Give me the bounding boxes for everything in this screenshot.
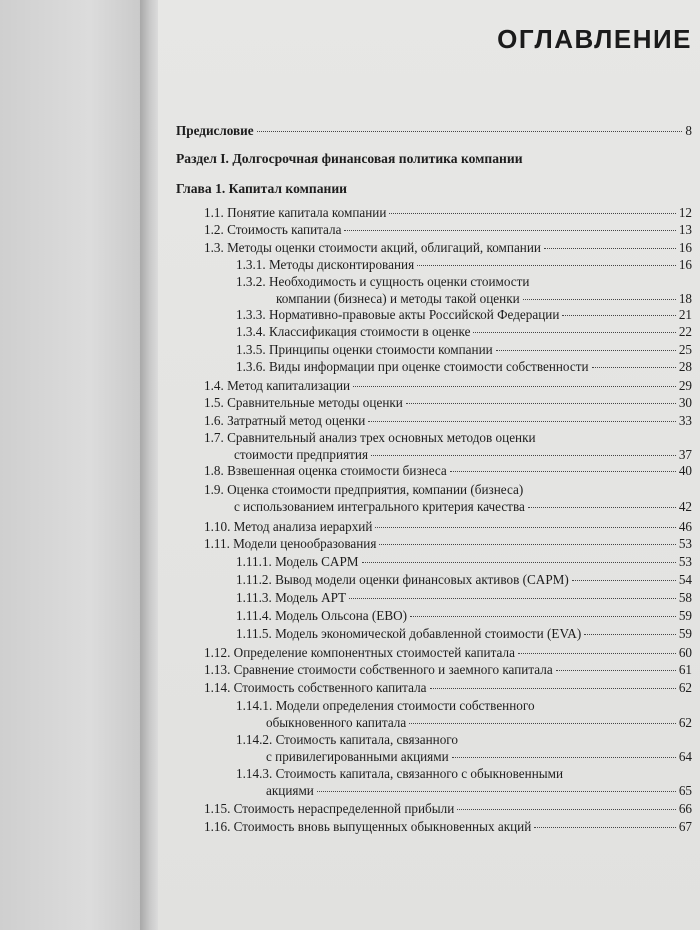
dot-leader bbox=[534, 827, 676, 828]
toc-entry-text: 1.9. Оценка стоимости предприятия, компании (бизнеса) bbox=[204, 482, 524, 497]
toc-entry-text: компании (бизнеса) и методы такой оценки bbox=[276, 291, 520, 306]
toc-entry bbox=[236, 256, 692, 273]
toc-entry bbox=[204, 394, 692, 411]
toc-entry-text: 1.12. Определение компонентных стоимостей капитала bbox=[204, 645, 515, 660]
toc-entry bbox=[204, 518, 692, 535]
dot-leader bbox=[410, 616, 676, 617]
toc-entry-text: 1.5. Сравнительные методы оценки bbox=[204, 395, 403, 410]
toc-entry-text: стоимости предприятия bbox=[234, 447, 369, 462]
toc-page-number: 53 bbox=[678, 536, 692, 551]
toc-page-number: 66 bbox=[678, 801, 692, 816]
toc-page-number: 61 bbox=[678, 662, 692, 677]
dot-leader bbox=[417, 265, 676, 266]
dot-leader bbox=[562, 315, 675, 316]
toc-entry bbox=[204, 221, 692, 238]
left-page bbox=[0, 0, 150, 930]
dot-leader bbox=[379, 544, 675, 545]
dot-leader bbox=[452, 757, 676, 758]
dot-leader bbox=[584, 634, 676, 635]
toc-entry bbox=[236, 273, 692, 307]
toc-entry-text: 1.2. Стоимость капитала bbox=[204, 222, 342, 237]
toc-entry bbox=[204, 679, 692, 696]
dot-leader bbox=[317, 791, 676, 792]
toc-entry bbox=[236, 358, 692, 375]
toc-entry-text: обыкновенного капитала bbox=[266, 715, 407, 730]
toc-page-number: 37 bbox=[678, 447, 692, 462]
dot-leader bbox=[371, 455, 676, 456]
toc-entry bbox=[204, 661, 692, 678]
toc-page-number: 16 bbox=[678, 257, 692, 272]
toc-entry bbox=[236, 341, 692, 358]
toc-entry bbox=[204, 377, 692, 394]
toc-entry-text: 1.4. Метод капитализации bbox=[204, 378, 351, 393]
toc-entry-text: 1.3.4. Классификация стоимости в оценке bbox=[236, 324, 471, 339]
toc-page-number: 59 bbox=[678, 626, 692, 641]
toc-entry bbox=[236, 731, 692, 765]
toc-page-number: 53 bbox=[678, 554, 692, 569]
toc-page bbox=[158, 0, 700, 930]
toc-entry bbox=[236, 589, 692, 606]
toc-entry bbox=[236, 625, 692, 642]
toc-entry bbox=[236, 306, 692, 323]
toc-page-number: 29 bbox=[678, 378, 692, 393]
toc-page-number: 12 bbox=[678, 205, 692, 220]
dot-leader bbox=[409, 723, 676, 724]
toc-entry-text: 1.1. Понятие капитала компании bbox=[204, 205, 387, 220]
toc-page-number: 58 bbox=[678, 590, 692, 605]
toc-entry-text: 1.7. Сравнительный анализ трех основных методов оценки bbox=[204, 430, 536, 445]
dot-leader bbox=[592, 367, 676, 368]
toc-page-number: 22 bbox=[678, 324, 692, 339]
dot-leader bbox=[523, 299, 676, 300]
toc-entry-text: 1.6. Затратный метод оценки bbox=[204, 413, 366, 428]
toc-entry-text: акциями bbox=[266, 783, 314, 798]
toc-entry-text: 1.3.6. Виды информации при оценке стоимости собственности bbox=[236, 359, 589, 374]
toc-page-number: 13 bbox=[678, 222, 692, 237]
toc-entry-text: 1.11.5. Модель экономической добавленной стоимости (EVA) bbox=[236, 626, 582, 641]
toc-entry-preface bbox=[176, 122, 692, 139]
toc-entry-text: 1.14. Стоимость собственного капитала bbox=[204, 680, 427, 695]
toc-entry-text: 1.11.3. Модель APT bbox=[236, 590, 347, 605]
toc-entry-text: 1.11.2. Вывод модели оценки финансовых активов (CAPM) bbox=[236, 572, 569, 587]
dot-leader bbox=[518, 653, 676, 654]
toc-entry-text: 1.14.3. Стоимость капитала, связанного с обыкновенными bbox=[236, 766, 564, 781]
toc-entry-text: 1.8. Взвешенная оценка стоимости бизнеса bbox=[204, 463, 447, 478]
toc-entry bbox=[204, 481, 692, 515]
dot-leader bbox=[257, 131, 683, 132]
dot-leader bbox=[473, 332, 675, 333]
toc-entry-text: 1.16. Стоимость вновь выпущенных обыкновенных акций bbox=[204, 819, 532, 834]
toc-entry bbox=[236, 571, 692, 588]
toc-page-number: 62 bbox=[678, 680, 692, 695]
toc-entry bbox=[204, 818, 692, 835]
toc-page-number: 65 bbox=[678, 783, 692, 798]
dot-leader bbox=[375, 527, 675, 528]
toc-entry bbox=[204, 462, 692, 479]
toc-page-number: 42 bbox=[678, 499, 692, 514]
toc-page-number: 33 bbox=[678, 413, 692, 428]
toc-entry-text: 1.3. Методы оценки стоимости акций, облигаций, компании bbox=[204, 240, 541, 255]
toc-page-number: 54 bbox=[678, 572, 692, 587]
dot-leader bbox=[544, 248, 676, 249]
toc-page-number: 16 bbox=[678, 240, 692, 255]
dot-leader bbox=[368, 421, 676, 422]
toc-entry-text: 1.3.1. Методы дисконтирования bbox=[236, 257, 415, 272]
toc-entry-text: 1.11.4. Модель Ольсона (EBO) bbox=[236, 608, 408, 623]
toc-entry-text: 1.3.3. Нормативно-правовые акты Российской Федерации bbox=[236, 307, 560, 322]
toc-entry bbox=[236, 553, 692, 570]
toc-entry-text: 1.14.2. Стоимость капитала, связанного bbox=[236, 732, 458, 747]
dot-leader bbox=[389, 213, 675, 214]
section-heading: Раздел I. Долгосрочная финансовая политика компании bbox=[176, 151, 523, 166]
toc-entry bbox=[204, 204, 692, 221]
toc-entry bbox=[204, 800, 692, 817]
dot-leader bbox=[450, 471, 676, 472]
toc-entry bbox=[236, 607, 692, 624]
dot-leader bbox=[572, 580, 676, 581]
toc-entry-text: 1.11. Модели ценообразования bbox=[204, 536, 377, 551]
chapter-heading: Глава 1. Капитал компании bbox=[176, 181, 347, 196]
dot-leader bbox=[430, 688, 676, 689]
toc-entry-text: 1.14.1. Модели определения стоимости собственного bbox=[236, 698, 535, 713]
toc-page-number: 30 bbox=[678, 395, 692, 410]
dot-leader bbox=[406, 403, 676, 404]
toc-page-number: 8 bbox=[685, 123, 692, 138]
toc-entry-text: с использованием интегрального критерия качества bbox=[234, 499, 525, 514]
toc-entry bbox=[236, 765, 692, 799]
dot-leader bbox=[344, 230, 675, 231]
toc-entry-text: 1.3.5. Принципы оценки стоимости компании bbox=[236, 342, 493, 357]
dot-leader bbox=[362, 562, 676, 563]
toc-page-number: 59 bbox=[678, 608, 692, 623]
toc-entry-text: 1.13. Сравнение стоимости собственного и заемного капитала bbox=[204, 662, 553, 677]
toc-entry-text: 1.11.1. Модель CAPM bbox=[236, 554, 359, 569]
toc-page-number: 64 bbox=[678, 749, 692, 764]
dot-leader bbox=[457, 809, 676, 810]
toc-page-number: 60 bbox=[678, 645, 692, 660]
toc-page-number: 40 bbox=[678, 463, 692, 478]
toc-entry-text: 1.3.2. Необходимость и сущность оценки стоимости bbox=[236, 274, 530, 289]
toc-entry-text: с привилегированными акциями bbox=[266, 749, 449, 764]
toc-page-number: 21 bbox=[678, 307, 692, 322]
toc-entry bbox=[236, 323, 692, 340]
toc-entry-text: Предисловие bbox=[176, 123, 254, 138]
toc-page-number: 18 bbox=[678, 291, 692, 306]
toc-page-number: 67 bbox=[678, 819, 692, 834]
toc-page-number: 25 bbox=[678, 342, 692, 357]
page-title: ОГЛАВЛЕНИЕ bbox=[497, 24, 692, 54]
toc-page-number: 28 bbox=[678, 359, 692, 374]
toc-entry bbox=[204, 644, 692, 661]
toc-page-number: 62 bbox=[678, 715, 692, 730]
toc-entry bbox=[204, 412, 692, 429]
dot-leader bbox=[556, 670, 676, 671]
toc-entry-text: 1.15. Стоимость нераспределенной прибыли bbox=[204, 801, 455, 816]
toc-entry bbox=[204, 535, 692, 552]
toc-entry bbox=[204, 429, 692, 463]
dot-leader bbox=[349, 598, 676, 599]
toc-entry-text: 1.10. Метод анализа иерархий bbox=[204, 519, 373, 534]
dot-leader bbox=[353, 386, 676, 387]
dot-leader bbox=[528, 507, 676, 508]
toc-page-number: 46 bbox=[678, 519, 692, 534]
dot-leader bbox=[496, 350, 676, 351]
toc-entry bbox=[236, 697, 692, 731]
toc-entry bbox=[204, 239, 692, 256]
